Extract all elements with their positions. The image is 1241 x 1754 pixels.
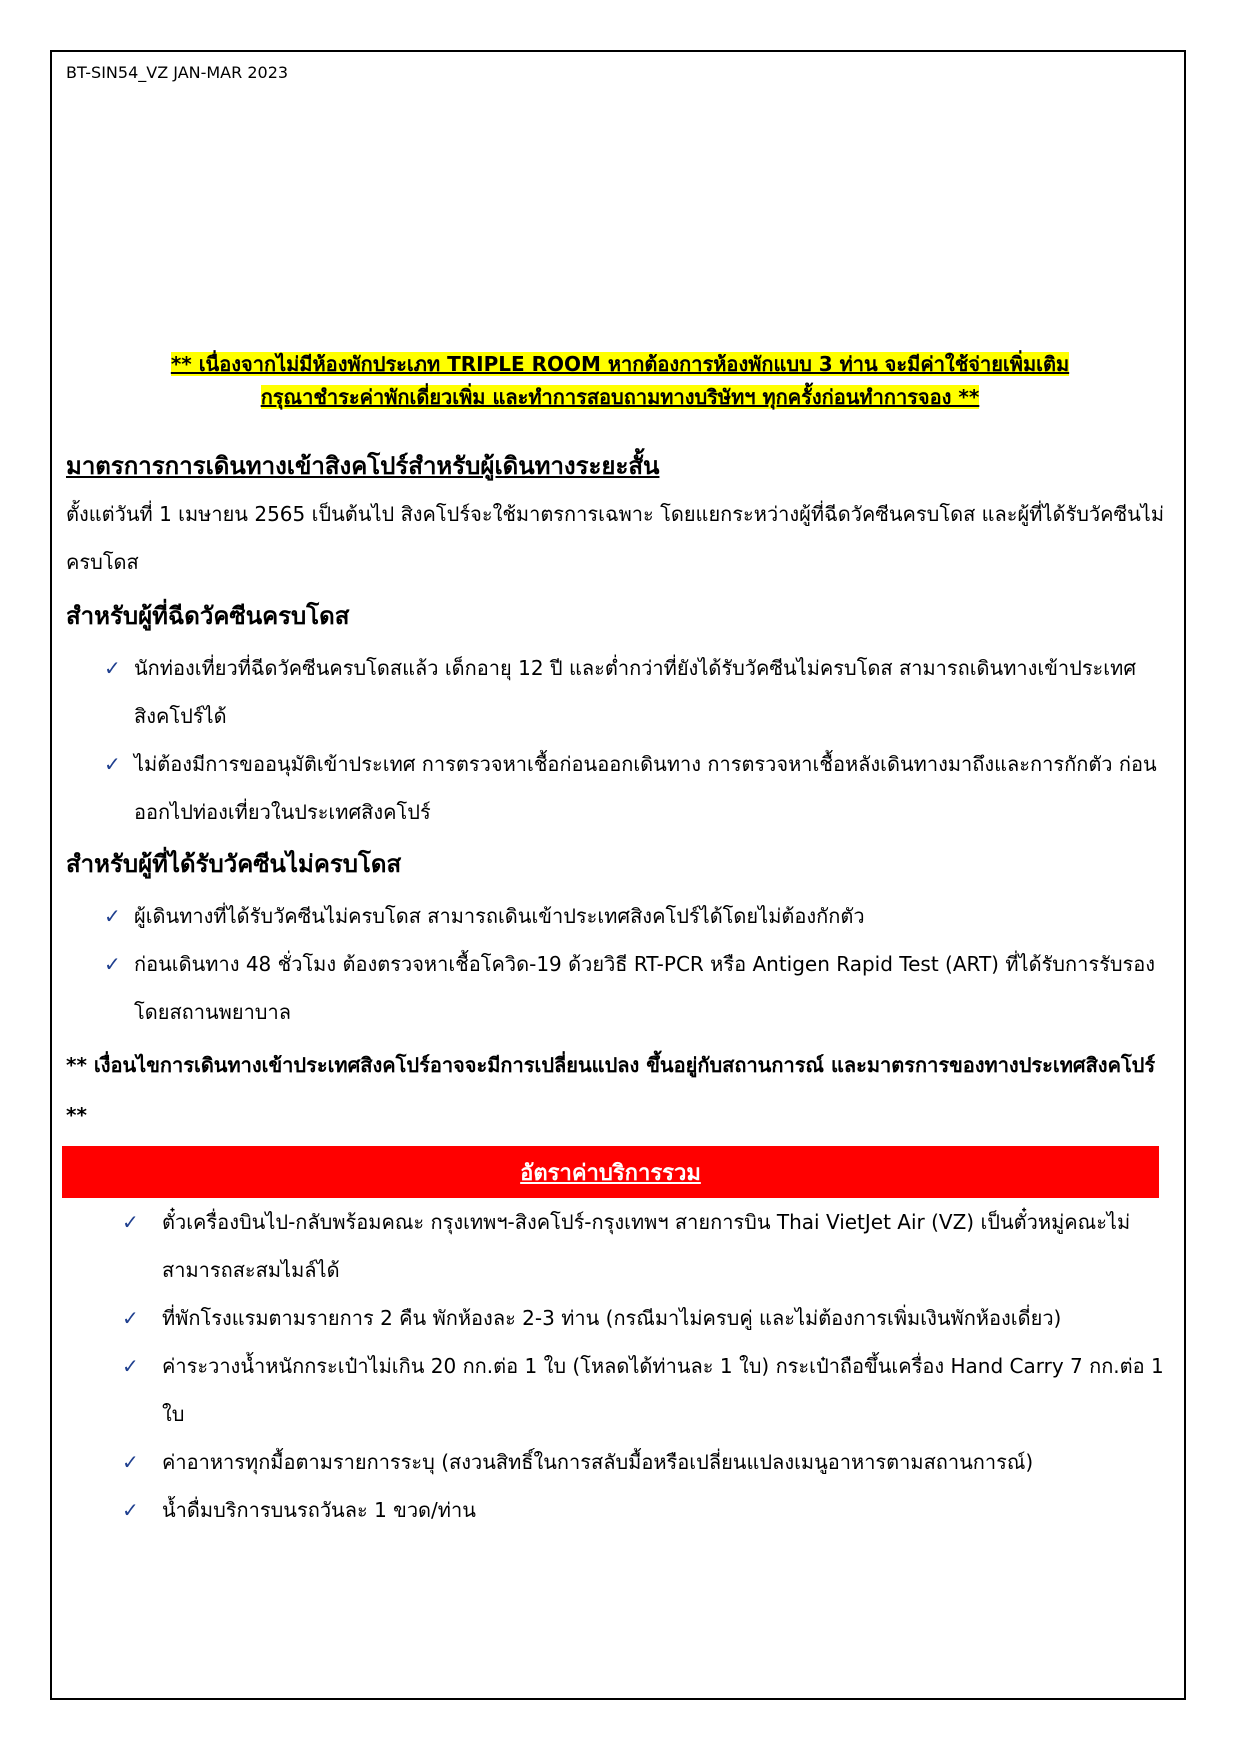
check-icon: ✓ [122, 1306, 139, 1330]
measures-intro: ตั้งแต่วันที่ 1 เมษายน 2565 เป็นต้นไป สิงคโปร์จะใช้มาตรการเฉพาะ โดยแยกระหว่างผู้ที่ฉีดวัคซีนครบโดส และผู้ที่ได้รับวัคซีนไม่ครบโดส [66, 502, 1165, 574]
list-item: ✓ ไม่ต้องมีการขออนุมัติเข้าประเทศ การตรวจหาเชื้อก่อนออกเดินทาง การตรวจหาเชื้อหลังเดินทางมาถึงและการกักตัว ก่อนออกไปท่องเที่ยวในประเทศสิงคโปร์ [66, 740, 1166, 836]
vaccinated-heading: สำหรับผู้ที่ฉีดวัคซีนครบโดส [66, 602, 350, 630]
list-item: ✓ ค่าระวางน้ำหนักกระเป๋าไม่เกิน 20 กก.ต่อ 1 ใบ (โหลดได้ท่านละ 1 ใบ) กระเป๋าถือขึ้นเครื่อง Hand Carry 7 กก.ต่อ 1 ใบ [66, 1342, 1166, 1438]
check-icon: ✓ [104, 952, 121, 976]
list-item: ✓ ค่าอาหารทุกมื้อตามรายการระบุ (สงวนสิทธิ์ในการสลับมื้อหรือเปลี่ยนแปลงเมนูอาหารตามสถานการณ์) [66, 1438, 1166, 1486]
list-item: ✓ น้ำดื่มบริการบนรถวันละ 1 ขวด/ท่าน [66, 1486, 1166, 1534]
notice-line-1: ** เนื่องจากไม่มีห้องพักประเภท TRIPLE ROOM หากต้องการห้องพักแบบ 3 ท่าน จะมีค่าใช้จ่ายเพิ่มเติม [170, 352, 1070, 376]
unvaccinated-heading: สำหรับผู้ที่ได้รับวัคซีนไม่ครบโดส [66, 850, 402, 878]
list-item: ✓ ที่พักโรงแรมตามรายการ 2 คืน พักห้องละ 2-3 ท่าน (กรณีมาไม่ครบคู่ และไม่ต้องการเพิ่มเงินพักห้องเดี่ยว) [66, 1294, 1166, 1342]
check-icon: ✓ [104, 656, 121, 680]
included-banner [62, 1146, 1159, 1198]
list-item: ✓ นักท่องเที่ยวที่ฉีดวัคซีนครบโดสแล้ว เด็กอายุ 12 ปี และต่ำกว่าที่ยังได้รับวัคซีนไม่ครบโดส สามารถเดินทางเข้าประเทศสิงคโปร์ได้ [66, 644, 1166, 740]
list-item: ✓ ก่อนเดินทาง 48 ชั่วโมง ต้องตรวจหาเชื้อโควิด-19 ด้วยวิธี RT-PCR หรือ Antigen Rapid Test (ART) ที่ได้รับการรับรองโดยสถานพยาบาล [66, 940, 1166, 1036]
vaccinated-list [66, 644, 1166, 836]
included-list [66, 1198, 1166, 1534]
check-icon: ✓ [104, 752, 121, 776]
document-code: BT-SIN54_VZ JAN-MAR 2023 [66, 63, 289, 82]
unvaccinated-list [66, 892, 1166, 1036]
check-icon: ✓ [122, 1354, 139, 1378]
check-icon: ✓ [122, 1210, 139, 1234]
conditions-note: ** เงื่อนไขการเดินทางเข้าประเทศสิงคโปร์อาจจะมีการเปลี่ยนแปลง ขึ้นอยู่กับสถานการณ์ และมาตรการของทางประเทศสิงคโปร์ ** [66, 1053, 1156, 1127]
list-item: ✓ ตั๋วเครื่องบินไป-กลับพร้อมคณะ กรุงเทพฯ-สิงคโปร์-กรุงเทพฯ สายการบิน Thai VietJet Air (VZ) เป็นตั๋วหมู่คณะไม่สามารถสะสมไมล์ได้ [66, 1198, 1166, 1294]
check-icon: ✓ [104, 904, 121, 928]
measures-title: มาตรการการเดินทางเข้าสิงคโปร์สำหรับผู้เดินทางระยะสั้น [66, 452, 660, 480]
check-icon: ✓ [122, 1498, 139, 1522]
triple-room-notice [60, 348, 1180, 414]
list-item: ✓ ผู้เดินทางที่ได้รับวัคซีนไม่ครบโดส สามารถเดินเข้าประเทศสิงคโปร์ได้โดยไม่ต้องกักตัว [66, 892, 1166, 940]
check-icon: ✓ [122, 1450, 139, 1474]
notice-line-2: กรุณาชำระค่าพักเดี่ยวเพิ่ม และทำการสอบถามทางบริษัทฯ ทุกครั้งก่อนทำการจอง ** [260, 385, 980, 409]
included-heading: อัตราค่าบริการรวม [520, 1160, 701, 1186]
